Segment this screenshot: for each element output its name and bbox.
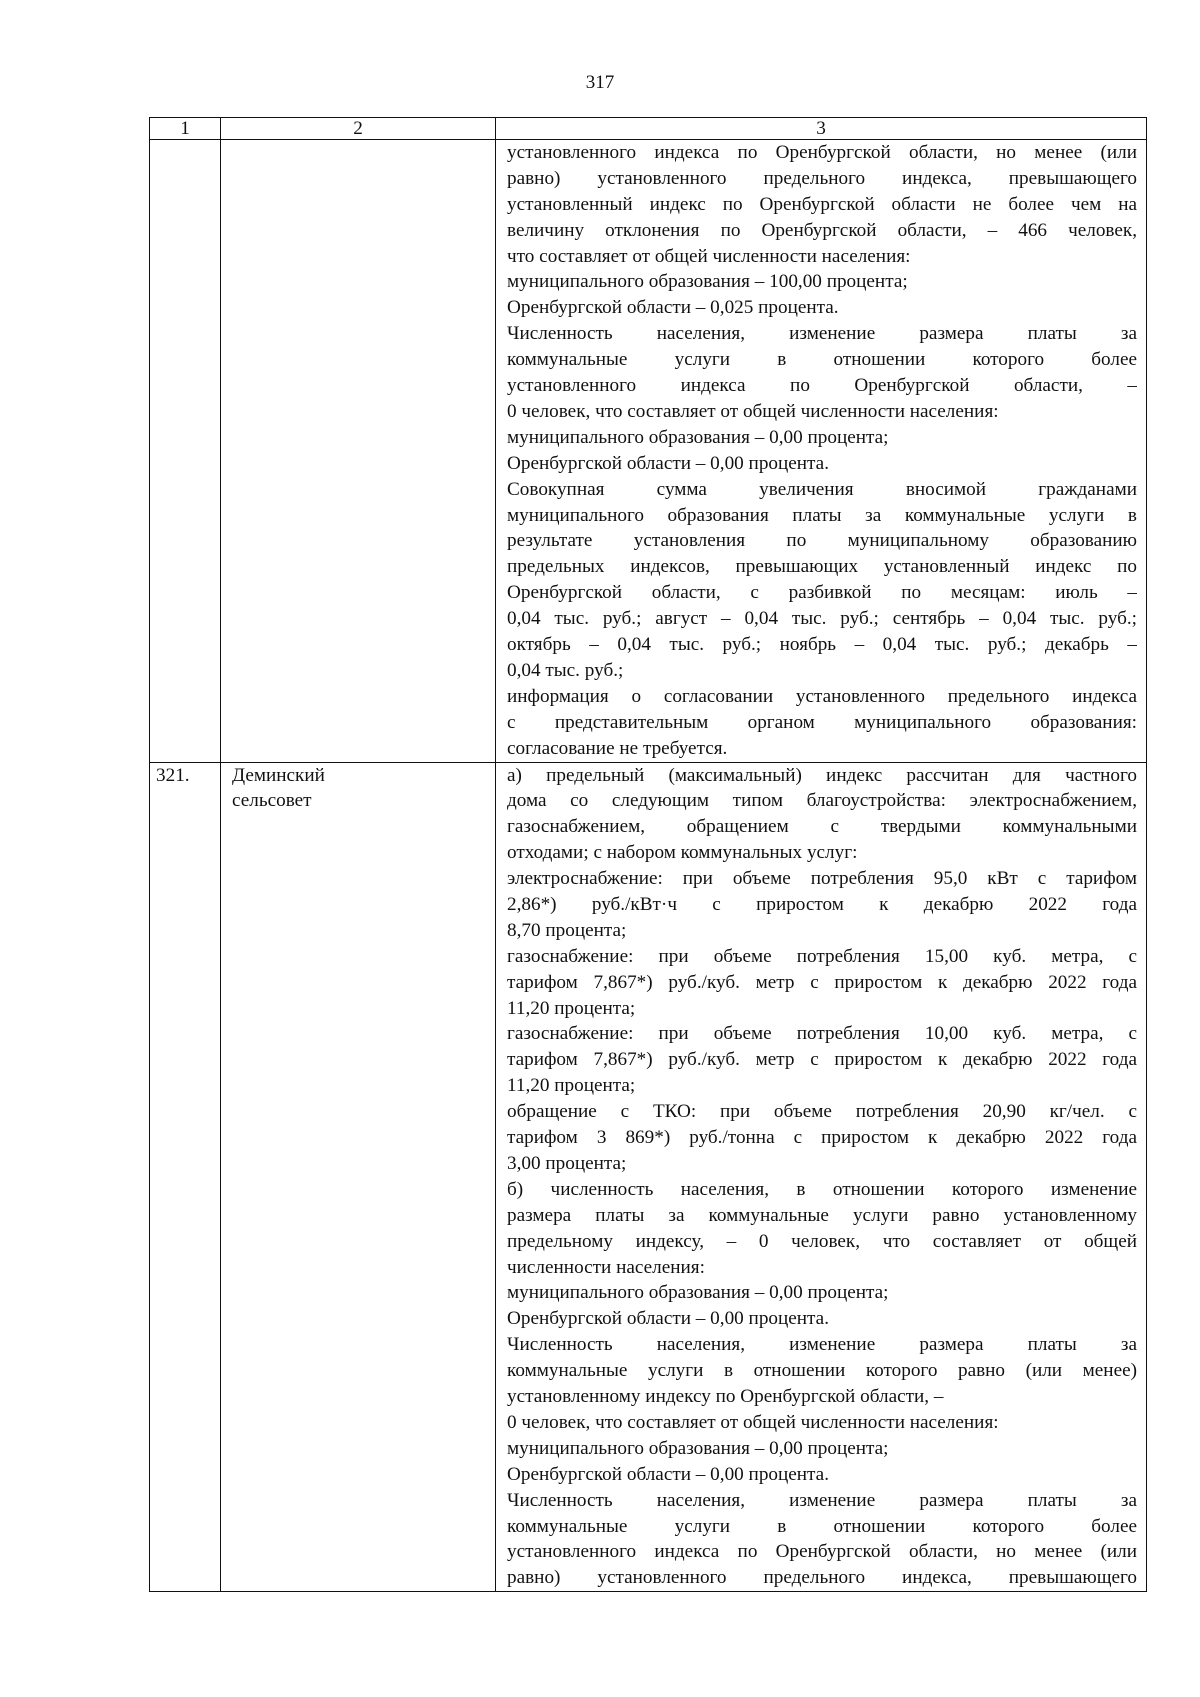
description-line: с представительным органом муниципального образования:	[507, 711, 1137, 733]
description-line: 11,20 процента;	[507, 997, 636, 1019]
description-line: тарифом 7,867*) руб./куб. метр с приростом к декабрю 2022 года	[507, 971, 1137, 993]
column-header-2: 2	[221, 118, 496, 140]
description-line: 0,04 тыс. руб.; август – 0,04 тыс. руб.; сентябрь – 0,04 тыс. руб.;	[507, 608, 1137, 630]
description-line: 0 человек, что составляет от общей численности населения:	[507, 400, 999, 422]
row-number: 321.	[156, 764, 190, 786]
description-line: отходами; с набором коммунальных услуг:	[507, 842, 858, 864]
description-line: Оренбургской области – 0,025 процента.	[507, 297, 839, 319]
description-line: муниципального образования – 0,00 процента;	[507, 426, 889, 448]
description-line: предельному индексу, – 0 человек, что составляет от общей	[507, 1230, 1137, 1252]
description-line: Оренбургской области – 0,00 процента.	[507, 1308, 829, 1330]
description-line: коммунальные услуги в отношении которого более	[507, 349, 1137, 371]
description-line: 8,70 процента;	[507, 919, 627, 941]
municipality-name-line: сельсовет	[232, 790, 312, 812]
description-line: установленного индекса по Оренбургской области, но менее (или	[507, 142, 1137, 163]
description-line: равно) установленного предельного индекса, превышающего	[507, 1567, 1137, 1589]
description-line: размера платы за коммунальные услуги равно установленному	[507, 1204, 1137, 1226]
description-line: 0 человек, что составляет от общей численности населения:	[507, 1411, 999, 1433]
description-line: коммунальные услуги в отношении которого более	[507, 1515, 1137, 1537]
description-line: Численность населения, изменение размера платы за	[507, 323, 1137, 345]
description-line: установленному индексу по Оренбургской области, –	[507, 1386, 944, 1407]
description-line: 0,04 тыс. руб.;	[507, 659, 624, 681]
table-row-continued	[150, 140, 1147, 763]
description-line: установленного индекса по Оренбургской области, но менее (или	[507, 1541, 1137, 1563]
table-row-321	[150, 762, 1147, 1592]
description-line: газоснабжение: при объеме потребления 10,00 куб. метра, с	[507, 1023, 1137, 1045]
document-table	[149, 117, 1147, 1592]
description-line: электроснабжение: при объеме потребления 95,0 кВт с тарифом	[507, 868, 1137, 890]
column-header-1: 1	[150, 118, 221, 140]
row-number-cell	[150, 762, 221, 1592]
description-line: 11,20 процента;	[507, 1075, 636, 1097]
description-line: предельных индексов, превышающих установленный индекс по	[507, 556, 1137, 578]
description-line: муниципального образования – 0,00 процента;	[507, 1437, 889, 1459]
description-line: газоснабжением, обращением с твердыми коммунальными	[507, 816, 1137, 838]
description-line: численности населения:	[507, 1256, 705, 1278]
description-line: установленный индекс по Оренбургской области не более чем на	[507, 193, 1137, 215]
description-line: тарифом 7,867*) руб./куб. метр с приростом к декабрю 2022 года	[507, 1049, 1137, 1071]
description-line: согласование не требуется.	[507, 737, 728, 759]
description-line: Оренбургской области – 0,00 процента.	[507, 1463, 829, 1485]
row-number-cell	[150, 140, 221, 763]
description-line: б) численность населения, в отношении которого изменение	[507, 1178, 1137, 1200]
municipality-name-cell	[221, 140, 496, 763]
municipality-name-line: Деминский	[232, 764, 325, 786]
description-line: Совокупная сумма увеличения вносимой гражданами	[507, 478, 1137, 500]
description-line: октябрь – 0,04 тыс. руб.; ноябрь – 0,04 тыс. руб.; декабрь –	[507, 634, 1137, 656]
municipality-name-cell	[221, 762, 496, 1592]
page-number: 317	[585, 72, 615, 93]
description-line: дома со следующим типом благоустройства: электроснабжением,	[507, 790, 1137, 812]
description-line: коммунальные услуги в отношении которого равно (или менее)	[507, 1360, 1137, 1382]
description-line: обращение с ТКО: при объеме потребления 20,90 кг/чел. с	[507, 1101, 1137, 1123]
description-line: 3,00 процента;	[507, 1152, 627, 1174]
description-line: муниципального образования платы за коммунальные услуги в	[507, 504, 1137, 526]
description-line: Численность населения, изменение размера платы за	[507, 1489, 1137, 1511]
description-line: Численность населения, изменение размера платы за	[507, 1334, 1137, 1356]
description-line: тарифом 3 869*) руб./тонна с приростом к декабрю 2022 года	[507, 1127, 1137, 1149]
column-header-3: 3	[496, 118, 1147, 140]
description-line: а) предельный (максимальный) индекс рассчитан для частного	[507, 764, 1137, 786]
description-line: установленного индекса по Оренбургской области, –	[507, 375, 1137, 397]
description-line: Оренбургской области, с разбивкой по месяцам: июль –	[507, 582, 1137, 604]
description-line: Оренбургской области – 0,00 процента.	[507, 452, 829, 474]
description-line: муниципального образования – 0,00 процента;	[507, 1282, 889, 1304]
table-header-row	[150, 118, 1147, 140]
description-line: муниципального образования – 100,00 процента;	[507, 271, 908, 293]
description-line: газоснабжение: при объеме потребления 15,00 куб. метра, с	[507, 945, 1137, 967]
description-line: информация о согласовании установленного предельного индекса	[507, 685, 1137, 707]
description-line: равно) установленного предельного индекса, превышающего	[507, 167, 1137, 189]
description-line: результате установления по муниципальному образованию	[507, 530, 1137, 552]
description-line: что составляет от общей численности населения:	[507, 245, 911, 267]
description-line: 2,86*) руб./кВт·ч с приростом к декабрю 2022 года	[507, 893, 1137, 915]
description-line: величину отклонения по Оренбургской области, – 466 человек,	[507, 219, 1137, 241]
description-cell	[496, 762, 1147, 1592]
description-cell	[496, 140, 1147, 763]
